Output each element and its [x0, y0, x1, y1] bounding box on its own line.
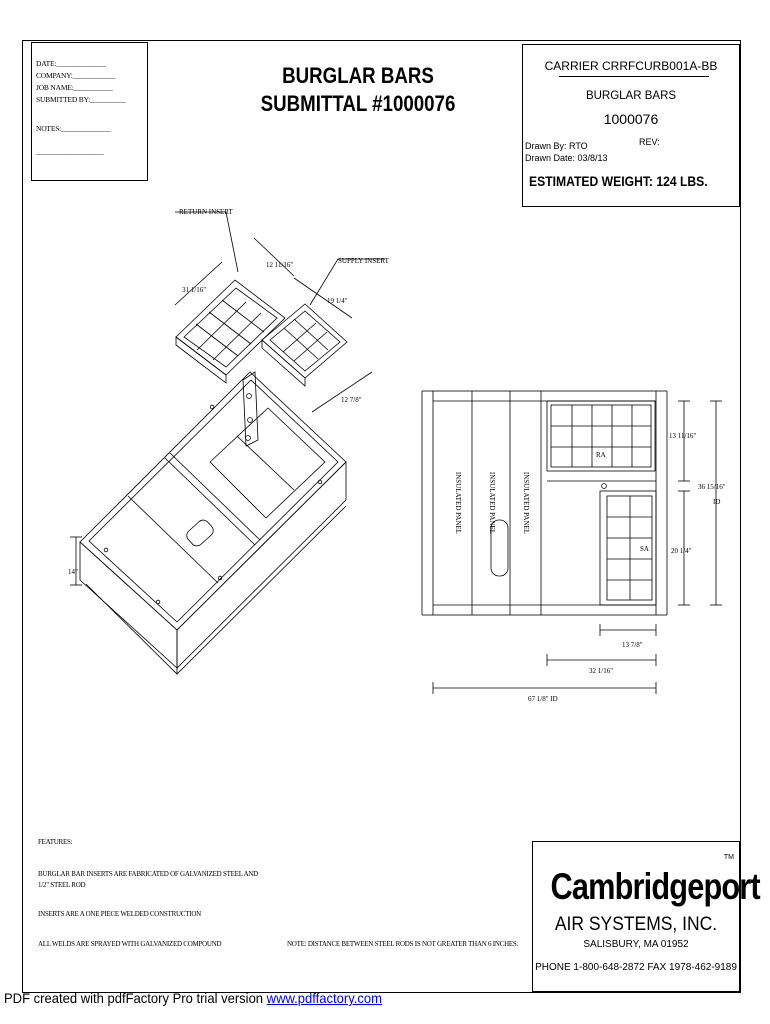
curb-front-face	[80, 542, 177, 668]
dim-14: 14"	[68, 568, 78, 576]
curb-top-outer	[80, 372, 346, 630]
dim-13-7-8: 13 7/8"	[622, 641, 643, 649]
notes-field: NOTES:______________	[36, 124, 111, 133]
job-name-field: JOB NAME:___________	[36, 83, 113, 92]
company-city: SALISBURY, MA 01952	[583, 939, 689, 950]
curb-top-inner	[89, 380, 338, 622]
return-insert-leader	[175, 212, 238, 272]
feature-3: ALL WELDS ARE SPRAYED WITH GALVANIZED COMPOUND	[38, 940, 222, 948]
feature-2: INSERTS ARE A ONE PIECE WELDED CONSTRUCTION	[38, 910, 201, 918]
pdf-footer	[4, 990, 382, 1006]
support-column	[243, 372, 258, 446]
company-field: COMPANY:____________	[36, 71, 116, 80]
bolt-hole	[156, 600, 160, 604]
sa-label: SA	[640, 545, 649, 553]
dim-20-1-4: 20 1/4"	[671, 547, 692, 555]
return-insert-top	[176, 280, 285, 375]
product-name: BURGLAR BARS	[585, 90, 677, 102]
curb-flange	[86, 506, 346, 674]
notes-line: ___________________	[36, 147, 104, 156]
curb-right-face	[177, 462, 346, 668]
insulated-panel-3: INSULATED PANEL	[522, 471, 530, 535]
feature-1b: 1/2" STEEL ROD	[38, 881, 86, 889]
dim-12-7-8: 12 7/8"	[341, 396, 362, 404]
supply-insert-label: SUPPLY INSERT	[338, 257, 389, 265]
model-number: CARRIER CRRFCURB001A-BB	[544, 59, 718, 73]
panel-cutout	[184, 518, 215, 549]
dim-id: ID	[713, 498, 721, 506]
bolt-hole	[246, 436, 251, 441]
supply-insert-inner	[270, 311, 340, 371]
rod-spacing-note: NOTE: DISTANCE BETWEEN STEEL RODS IS NOT GREATER THAN 6 INCHES.	[287, 940, 519, 948]
ra-label: RA	[596, 451, 606, 459]
insulated-panel-1: INSULATED PANEL	[454, 471, 462, 535]
footer-text: PDF created with pdfFactory Pro trial version	[4, 990, 267, 1006]
company-phone: PHONE 1-800-648-2872 FAX 1978-462-9189	[535, 962, 737, 973]
bolt-hole	[247, 394, 252, 399]
plan-outer	[433, 391, 656, 615]
supply-insert-top	[262, 304, 347, 378]
insulated-panel-2: INSULATED PANEL	[488, 471, 496, 535]
company-logo-block	[532, 841, 760, 992]
return-insert-side	[176, 337, 226, 383]
company-name: Cambridgeport	[550, 866, 760, 907]
dim-32-1-16: 32 1/16"	[589, 667, 614, 675]
submitted-by-field: SUBMITTED BY:__________	[36, 95, 126, 104]
pdffactory-link[interactable]: www.pdffactory.com	[266, 990, 382, 1006]
drawn-date: Drawn Date: 03/8/13	[525, 153, 608, 163]
isometric-dimensions	[175, 212, 385, 412]
isometric-curb	[70, 372, 346, 674]
panel-divider-3	[170, 453, 260, 540]
title-line-2: SUBMITTAL #1000076	[260, 91, 456, 116]
curb-opening	[210, 408, 325, 518]
supply-insert-side	[262, 340, 305, 386]
bolt-hole	[210, 405, 214, 409]
dim-36-15-16: 36 15/16"	[698, 483, 726, 491]
dim-12-11-16: 12 11/16"	[266, 261, 294, 269]
estimated-weight: ESTIMATED WEIGHT: 124 LBS.	[529, 174, 708, 189]
features-heading: FEATURES:	[38, 838, 73, 846]
bolt-hole	[104, 548, 108, 552]
dim-13-11-16: 13 11/16"	[669, 432, 697, 440]
return-insert-inner	[184, 288, 277, 367]
revision-label: REV:	[639, 137, 660, 147]
panel-divider-2	[165, 458, 255, 545]
ra-grid	[547, 401, 655, 471]
drawn-by: Drawn By: RTO	[525, 141, 588, 151]
date-field: DATE:______________	[36, 59, 106, 68]
panel-divider-1	[128, 496, 218, 583]
dim-19-1-4: 19 1/4"	[327, 297, 348, 305]
return-insert-label: RETURN INSERT	[179, 208, 233, 216]
company-subtitle: AIR SYSTEMS, INC.	[554, 914, 718, 935]
title-line-1: BURGLAR BARS	[282, 63, 434, 88]
dim-67-1-8: 67 1/8" ID	[528, 695, 558, 703]
bolt-hole	[248, 418, 253, 423]
trademark: TM	[723, 854, 734, 861]
feature-1a: BURGLAR BAR INSERTS ARE FABRICATED OF GALVANIZED STEEL AND	[38, 870, 258, 878]
submittal-number: 1000076	[603, 111, 659, 127]
bolt-hole	[318, 480, 322, 484]
return-insert	[176, 280, 285, 383]
bolt-hole	[602, 484, 607, 489]
dim-31-1-16: 31 1/16"	[182, 286, 207, 294]
